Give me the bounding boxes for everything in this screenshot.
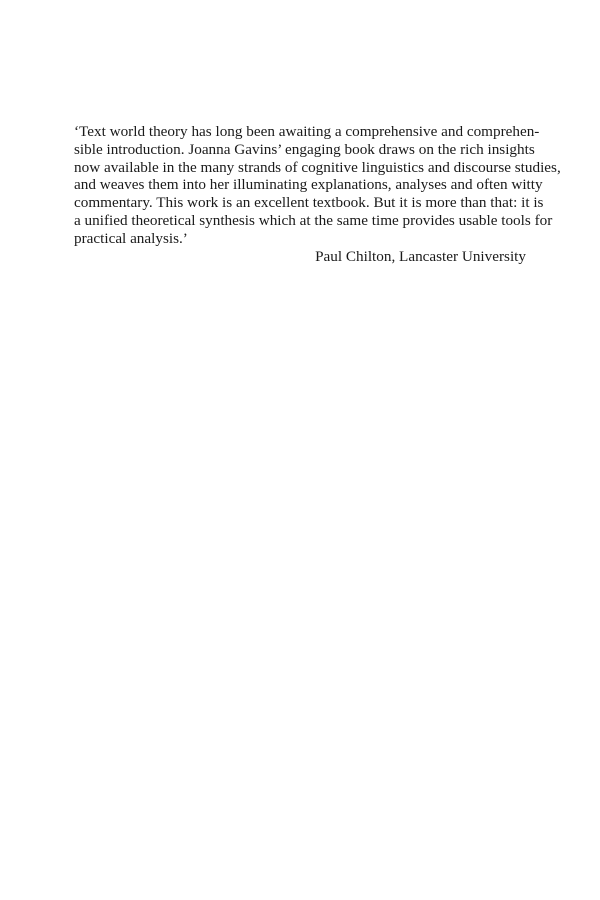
quote-line: now available in the many strands of cognitive linguistics and discourse studies, (74, 158, 561, 176)
quote-line: ‘Text world theory has long been awaiting a comprehensive and comprehen- (74, 123, 540, 140)
quote-line: sible introduction. Joanna Gavins’ engaging book draws on the rich insights (74, 140, 535, 158)
endorsement-quote (74, 123, 561, 248)
quote-line: practical analysis.’ (74, 229, 188, 247)
quote-line: and weaves them into her illuminating explanations, analyses and often witty (74, 176, 543, 194)
quote-line: a unified theoretical synthesis which at the same time provides usable tools for (74, 211, 553, 229)
endorsement-block (74, 123, 561, 265)
endorsement-attribution: Paul Chilton, Lancaster University (315, 247, 526, 265)
quote-line: commentary. This work is an excellent textbook. But it is more than that: it is (74, 194, 544, 212)
